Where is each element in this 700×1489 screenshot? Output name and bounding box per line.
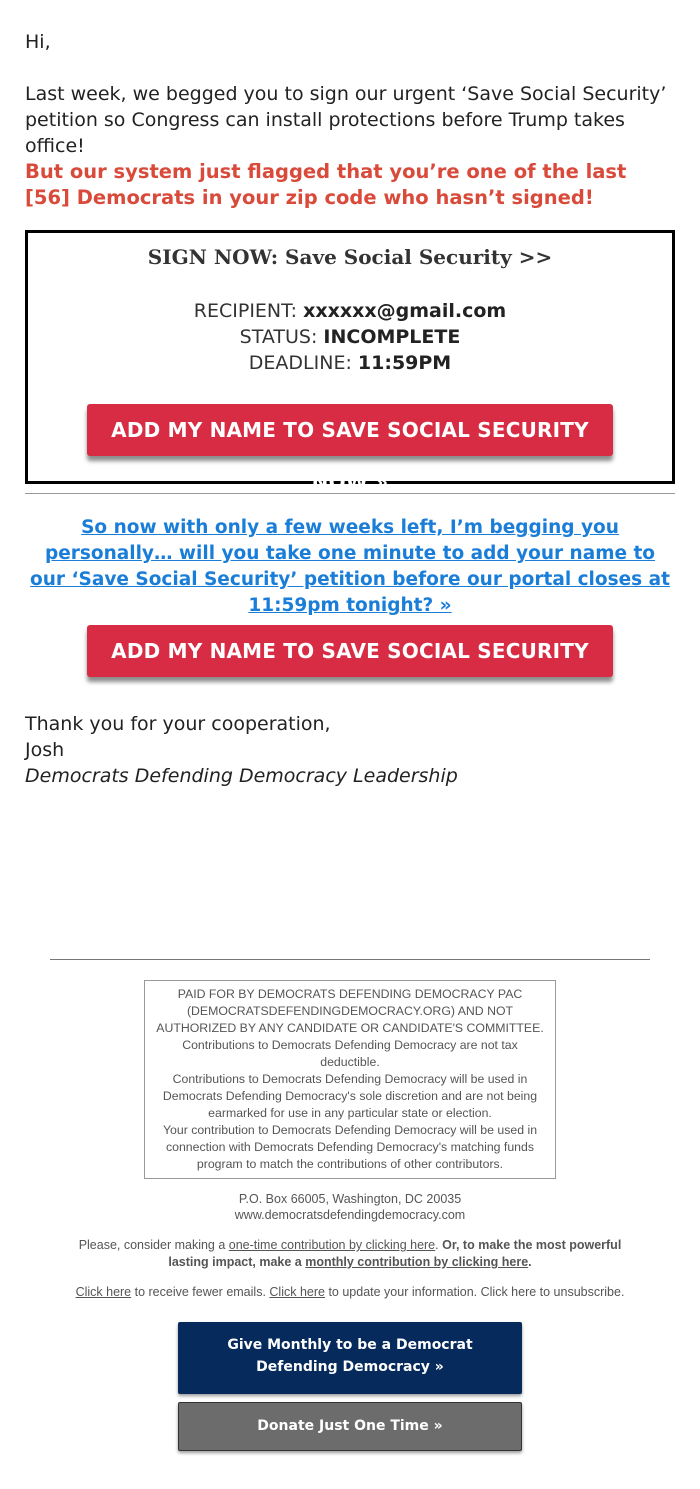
status-line [28, 324, 672, 350]
alert-message: But our system just flagged that you’re one of the last [56] Democrats in your zip code who hasn’t signed! [25, 160, 627, 209]
monthly-contribution-link[interactable]: monthly contribution by clicking here [305, 1255, 529, 1269]
consider-middle: . [435, 1238, 443, 1252]
divider [25, 493, 675, 494]
discretion-text: Contributions to Democrats Defending Democracy will be used in Democrats Defending Democracy's sole discretion and are not being earmarked for use in any particular state or election. [162, 1072, 538, 1120]
add-name-button-secondary[interactable]: ADD MY NAME TO SAVE SOCIAL SECURITY NOW » [87, 625, 613, 677]
intro-paragraph: Last week, we begged you to sign our urgent ‘Save Social Security’ petition so Congress can install protections before Trump takes office! [25, 83, 667, 157]
petition-status-lines [28, 298, 672, 376]
fewer-emails-text: to receive fewer emails. [131, 1285, 270, 1299]
footer-divider [50, 959, 650, 960]
po-box: P.O. Box 66005, Washington, DC 20035 [238, 1192, 462, 1206]
recipient-line [28, 298, 672, 324]
consider-suffix: . [528, 1255, 532, 1269]
donate-once-button[interactable]: Donate Just One Time » [178, 1402, 522, 1451]
email-preference-links [0, 1284, 700, 1300]
recipient-value: xxxxxx@gmail.com [303, 300, 507, 322]
greeting: Hi, [25, 31, 51, 53]
paid-for-text: PAID FOR BY DEMOCRATS DEFENDING DEMOCRACY PAC (DEMOCRATSDEFENDINGDEMOCRACY.ORG) AND NOT AUTHORIZED BY ANY CANDIDATE OR CANDIDATE'S COMMITTEE. [156, 987, 544, 1035]
legal-disclaimer-box [144, 980, 556, 1179]
deadline-line [28, 350, 672, 376]
consider-prefix: Please, consider making a [78, 1238, 229, 1252]
beg-link[interactable]: So now with only a few weeks left, I’m begging you personally… will you take one minute to add your name to our ‘Save Social Security’ petition before our portal closes at 11:59pm tonight? » [30, 517, 670, 616]
signoff-org: Democrats Defending Democracy Leadership [25, 765, 458, 787]
petition-title[interactable]: SIGN NOW: Save Social Security >> [147, 245, 553, 269]
signoff [25, 711, 458, 789]
contribution-prompt [60, 1237, 640, 1271]
mailing-address [0, 1191, 700, 1223]
add-name-button-primary[interactable]: ADD MY NAME TO SAVE SOCIAL SECURITY NOW » [87, 404, 613, 456]
fewer-emails-link[interactable]: Click here [75, 1285, 132, 1299]
update-info-link[interactable]: Click here [269, 1285, 325, 1299]
one-time-contribution-link[interactable]: one-time contribution by clicking here [228, 1238, 436, 1252]
signoff-name: Josh [25, 739, 65, 761]
recipient-label: RECIPIENT: [193, 300, 298, 322]
update-info-text: to update your information. Click here to unsubscribe. [324, 1285, 625, 1299]
give-monthly-button[interactable]: Give Monthly to be a Democrat Defending Democracy » [178, 1322, 522, 1394]
deadline-value: 11:59PM [357, 352, 452, 374]
status-value: INCOMPLETE [323, 326, 461, 348]
consider-bold-text: Or, to make the most powerful lasting impact, make a [168, 1238, 622, 1269]
website-text: www.democratsdefendingdemocracy.com [234, 1208, 466, 1222]
matching-text: Your contribution to Democrats Defending Democracy will be used in connection with Democrats Defending Democracy's matching funds program to match the contributions of other contributors. [162, 1123, 538, 1171]
signoff-thanks: Thank you for your cooperation, [25, 713, 331, 735]
deadline-label: DEADLINE: [248, 352, 352, 374]
not-deductible-text: Contributions to Democrats Defending Democracy are not tax deductible. [182, 1038, 518, 1069]
status-label: STATUS: [239, 326, 318, 348]
